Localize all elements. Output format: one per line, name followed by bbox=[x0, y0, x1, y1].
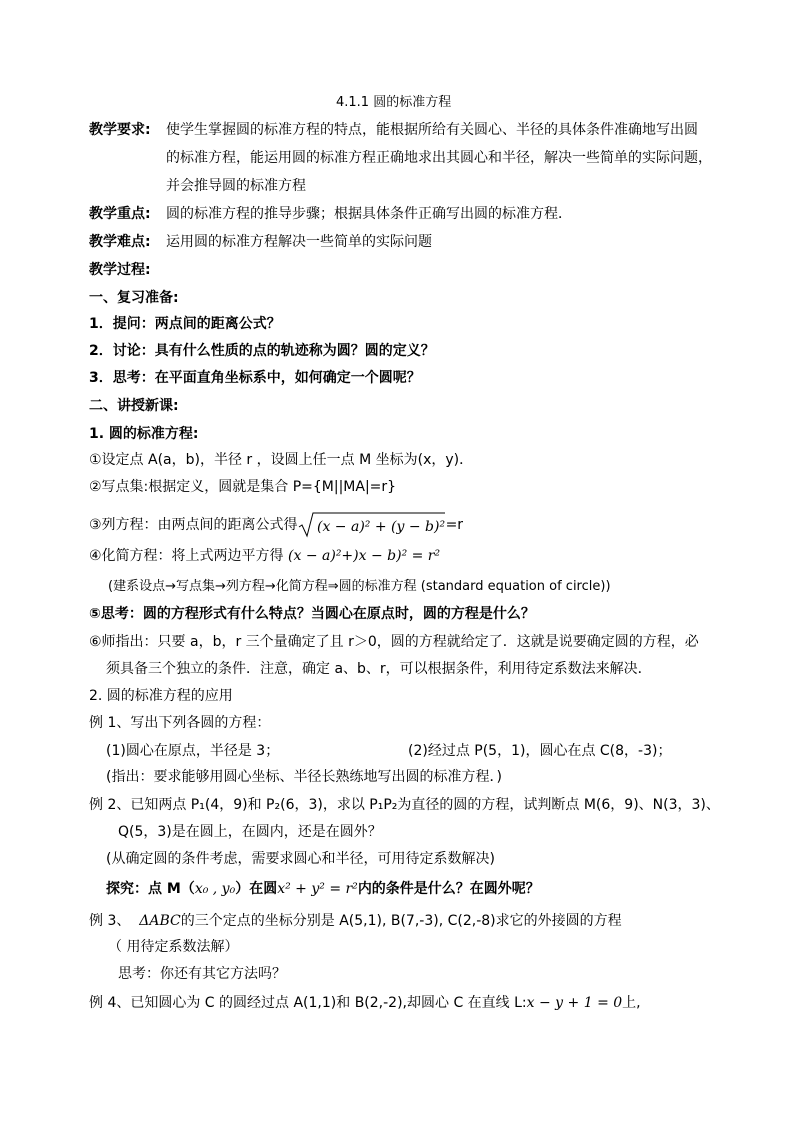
example-3-prefix: 例 3、 bbox=[89, 913, 131, 929]
step-3-suffix: =r bbox=[445, 517, 464, 533]
section-2-heading: 2. 圆的标准方程的应用 bbox=[89, 688, 233, 704]
step-3 bbox=[89, 512, 463, 538]
example-2-line-1: 例 2、已知两点 P₁(4，9)和 P₂(6，3)，求以 P₁P₂为直径的圆的方程，试判断点 M(6，9)、N(3，3)、 bbox=[89, 797, 720, 813]
derivation-flow: (建系设点→写点集→列方程→化简方程⇒圆的标准方程 (standard equation of circle)) bbox=[108, 579, 611, 594]
step-1: ①设定点 A(a，b)，半径 r ，设圆上任一点 M 坐标为(x，y)． bbox=[89, 452, 474, 468]
objectives-line-1: 使学生掌握圆的标准方程的特点，能根据所给有关圆心、半径的具体条件准确地写出圆 bbox=[166, 122, 698, 138]
step-2: ②写点集:根据定义，圆就是集合 P={M||MA|=r} bbox=[89, 479, 397, 495]
example-2-line-2: Q(5，3)是在圆上，在圆内，还是在圆外？ bbox=[118, 824, 382, 840]
example-3-think: 思考：你还有其它方法吗？ bbox=[118, 966, 286, 982]
review-question-3: 3．思考：在平面直角坐标系中，如何确定一个圆呢？ bbox=[89, 370, 421, 386]
objectives-label: 教学要求: bbox=[89, 122, 151, 138]
example-4 bbox=[89, 993, 641, 1013]
new-lesson-heading: 二、讲授新课: bbox=[89, 398, 179, 414]
step-3-expression: (x − a)² + (y − b)² bbox=[316, 519, 445, 535]
explore-mid: ）在圆 bbox=[235, 881, 278, 897]
review-question-2: 2．讨论：具有什么性质的点的轨迹称为圆？圆的定义？ bbox=[89, 343, 435, 359]
objectives-line-2: 的标准方程，能运用圆的标准方程正确地求出其圆心和半径，解决一些简单的实际问题， bbox=[166, 150, 712, 166]
example-4-suffix: 上, bbox=[622, 995, 641, 1011]
example-1-part-b: (2)经过点 P(5，1)，圆心在点 C(8，-3)； bbox=[408, 743, 672, 759]
example-3 bbox=[89, 911, 622, 931]
example-4-prefix: 例 4、已知圆心为 C 的圆经过点 A(1,1)和 B(2,-2),却圆心 C 在直线 L: bbox=[89, 995, 527, 1011]
section-1-heading: 1. 圆的标准方程: bbox=[89, 426, 199, 442]
step-6-line-2: 须具备三个独立的条件．注意，确定 a、b、r，可以根据条件，利用待定系数法来解决． bbox=[106, 661, 652, 677]
difficulties-text: 运用圆的标准方程解决一些简单的实际问题 bbox=[166, 234, 432, 250]
explore-question bbox=[106, 879, 540, 899]
example-1-part-a: (1)圆心在原点，半径是 3； bbox=[106, 743, 280, 759]
key-points-label: 教学重点: bbox=[89, 206, 151, 222]
example-1-title: 例 1、写出下列各圆的方程： bbox=[89, 715, 271, 731]
step-3-prefix: ③列方程：由两点间的距离公式得 bbox=[89, 517, 298, 533]
example-3-text: 的三个定点的坐标分别是 A(5,1), B(7,-3), C(2,-8)求它的外接圆的方程 bbox=[180, 913, 622, 929]
review-heading: 一、复习准备: bbox=[89, 290, 179, 306]
process-label: 教学过程: bbox=[89, 262, 151, 278]
step-5: ⑤思考：圆的方程形式有什么特点？当圆心在原点时，圆的方程是什么？ bbox=[89, 606, 535, 622]
example-4-expression: x − y + 1 = 0 bbox=[526, 995, 623, 1011]
explore-suffix: 内的条件是什么？在圆外呢？ bbox=[357, 881, 540, 897]
example-3-triangle: ΔABC bbox=[139, 913, 181, 929]
example-3-method: （ 用待定系数法解） bbox=[108, 939, 239, 955]
explore-point: x₀ , y₀ bbox=[194, 881, 236, 897]
step-4-expression: (x − a)²+)x − b)² = r² bbox=[288, 548, 441, 564]
difficulties-label: 教学难点: bbox=[89, 234, 151, 250]
square-root-icon bbox=[298, 512, 446, 538]
example-2-note: (从确定圆的条件考虑，需要求圆心和半径，可用待定系数解决) bbox=[106, 851, 495, 867]
explore-circle: x² + y² = r² bbox=[277, 881, 358, 897]
page-title: 4.1.1 圆的标准方程 bbox=[336, 95, 452, 110]
example-1-note: (指出：要求能够用圆心坐标、半径长熟练地写出圆的标准方程．) bbox=[106, 769, 502, 785]
step-6-line-1: ⑥师指出：只要 a，b，r 三个量确定了且 r＞0，圆的方程就给定了．这就是说要确定圆的方程，必 bbox=[89, 634, 699, 650]
step-4 bbox=[89, 546, 440, 566]
review-question-1: 1．提问：两点间的距离公式？ bbox=[89, 316, 281, 332]
explore-prefix: 探究：点 M（ bbox=[106, 881, 195, 897]
objectives-line-3: 并会推导圆的标准方程 bbox=[166, 178, 306, 194]
step-4-prefix: ④化简方程：将上式两边平方得 bbox=[89, 548, 284, 564]
key-points-text: 圆的标准方程的推导步骤；根据具体条件正确写出圆的标准方程． bbox=[166, 206, 572, 222]
